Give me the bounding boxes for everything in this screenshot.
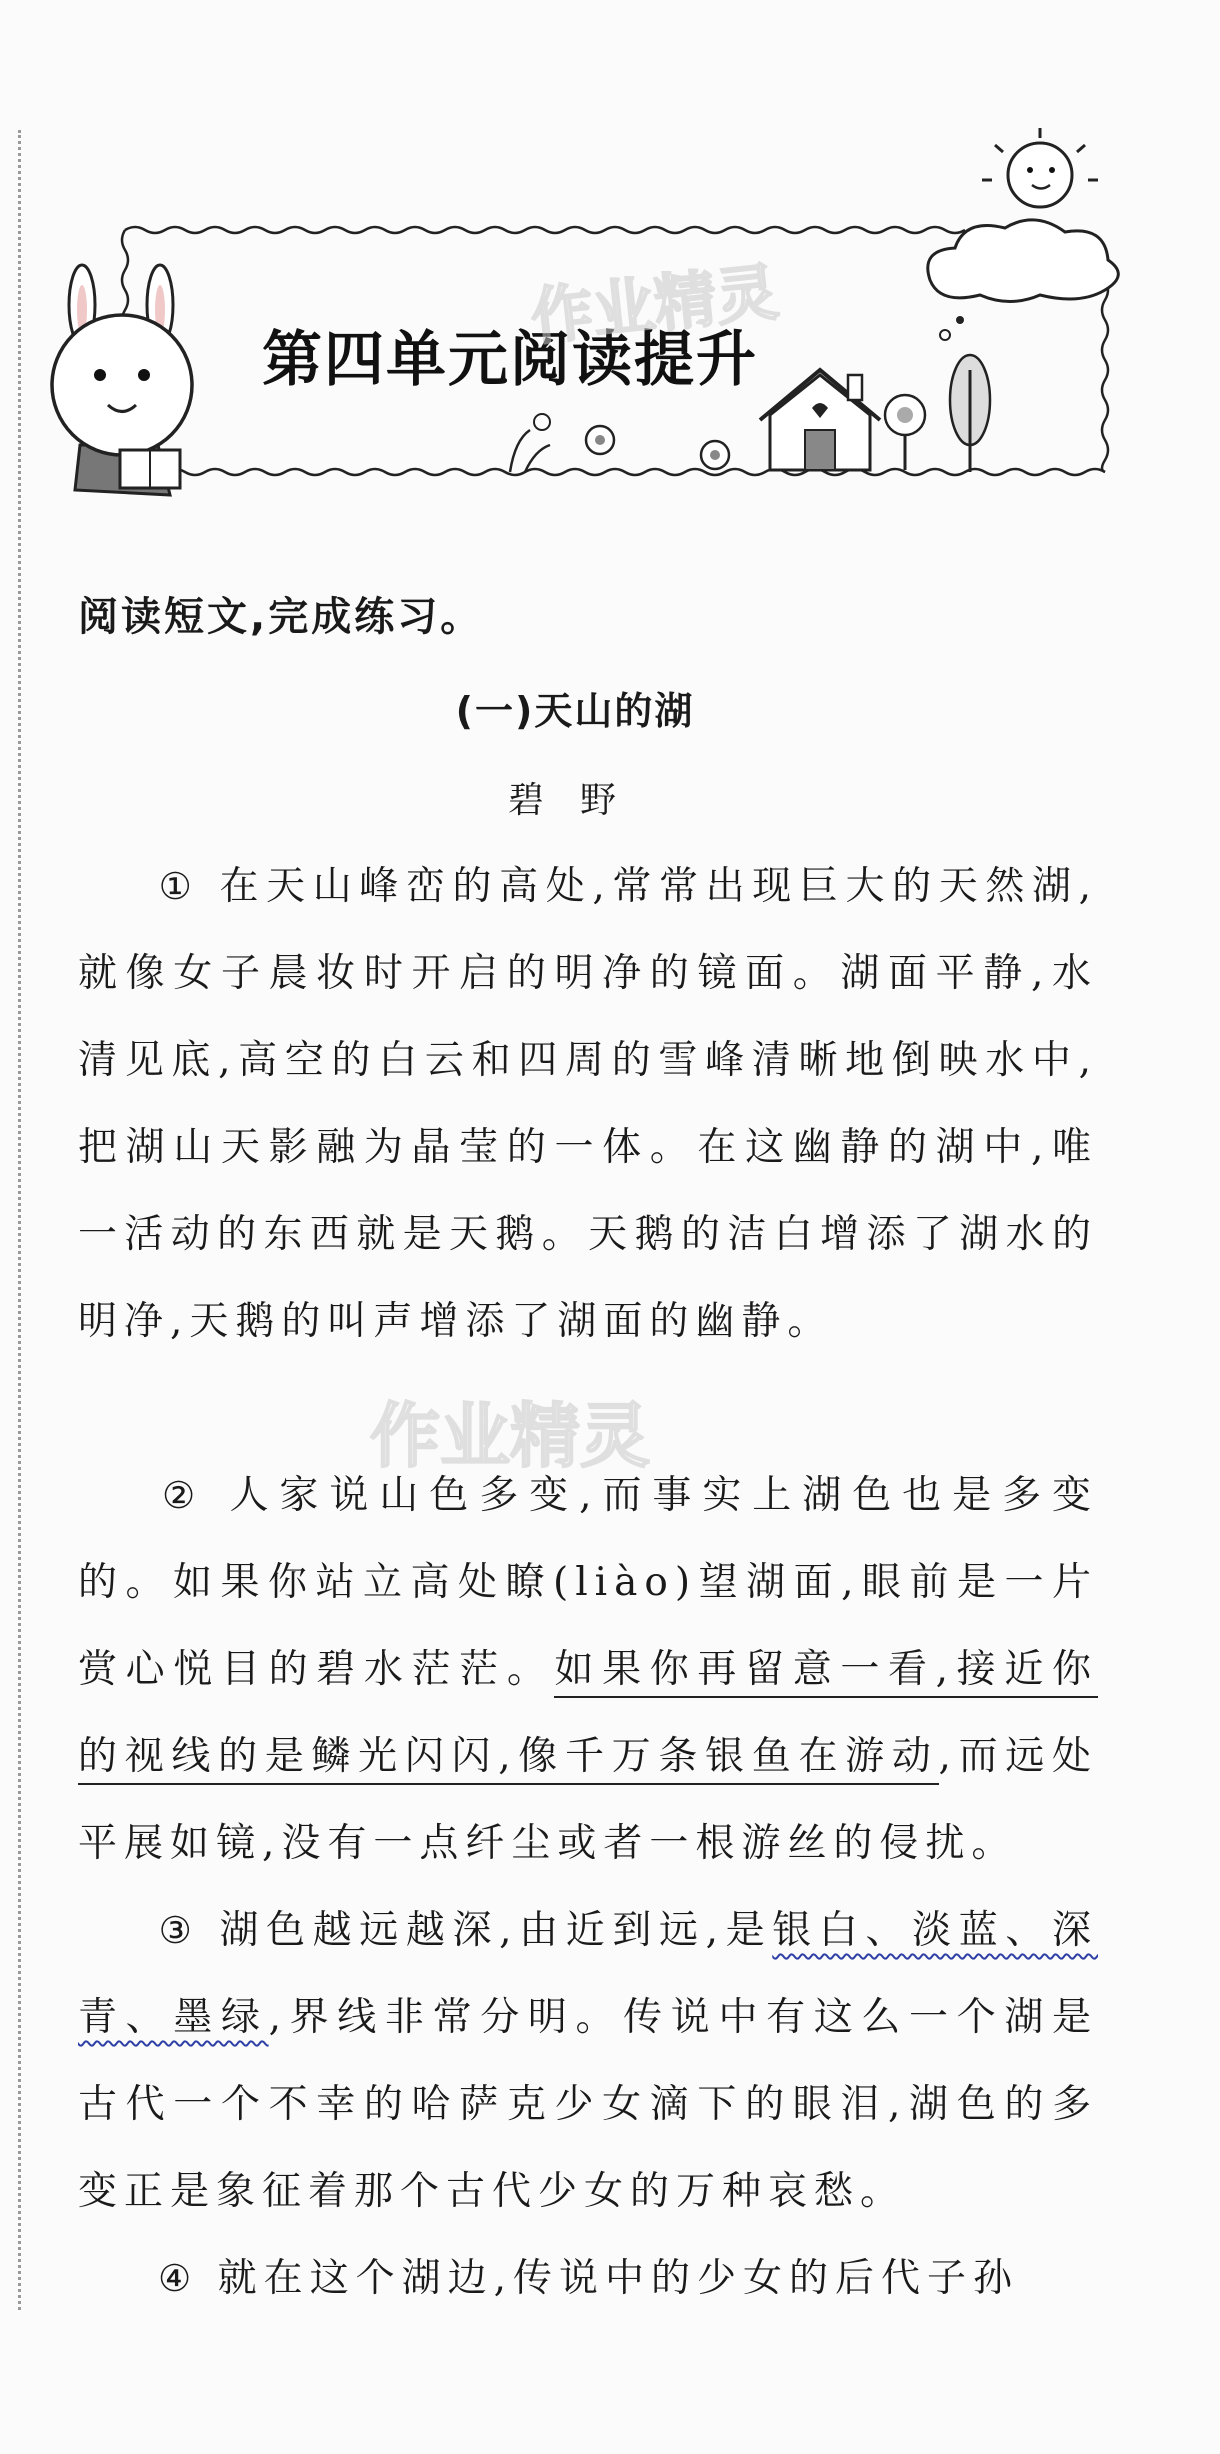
paragraph-4: [78, 2235, 1098, 2322]
margin-dotted-line: [18, 130, 21, 2310]
instruction-text: 阅读短文,完成练习。: [78, 594, 484, 640]
paragraph-number: ④: [158, 2257, 199, 2300]
paragraph-2: [78, 1452, 1098, 1887]
grass-icon: [510, 414, 550, 472]
unit-banner: [40, 110, 1150, 510]
paragraph-number: ①: [158, 865, 200, 908]
section-title-text: (一)天山的湖: [455, 689, 695, 733]
rabbit-icon: [52, 265, 192, 495]
small-flower-icon: [586, 426, 729, 469]
paragraph-text: ,界线非常分明。传说中有这么一个湖是古代一个不幸的哈萨克少女滴下的眼泪,湖色的多变正是象征着那个古代少女的万种哀愁。: [78, 1995, 1098, 2214]
watermark: 作业精灵: [527, 255, 782, 354]
author-name: [0, 772, 1220, 823]
paragraph-text: 在天山峰峦的高处,常常出现巨大的天然湖,就像女子晨妆时开启的明净的镜面。湖面平静,水清见底,高空的白云和四周的雪峰清晰地倒映水中,把湖山天影融为晶莹的一体。在这幽静的湖中,唯一活动的东西就是天鹅。天鹅的洁白增添了湖水的明净,天鹅的叫声增添了湖面的幽静。: [78, 864, 1099, 1344]
author-name-text: 碧野: [507, 780, 652, 821]
paragraph-text: ,而远处平展如镜,没有一点纤尘或者一根游丝的侵扰。: [78, 1734, 1098, 1866]
tree-icon: [950, 355, 990, 472]
paragraph-text: 湖色越远越深,由近到远,是: [219, 1908, 773, 1953]
unit-title: 第四单元阅读提升: [262, 325, 758, 395]
paragraph-number: ③: [158, 1909, 200, 1952]
paragraph-text: 人家说山色多变,而事实上湖色也是多变的。如果你站立高处瞭(liào)望湖面,眼前是一片赏心悦目的碧水茫茫。: [78, 1473, 1098, 1692]
wavy-underlined-phrase: 银白、淡蓝、深青、墨绿: [78, 1908, 1098, 2040]
paragraph-number: ②: [158, 1474, 207, 1517]
sun-icon: [982, 128, 1098, 207]
section-title: [0, 680, 1220, 735]
paragraph-text: 就在这个湖边,传说中的少女的后代子孙: [217, 2256, 1019, 2301]
paragraph-1: [78, 843, 1098, 1365]
underlined-sentence: 如果你再留意一看,接近你的视线的是鳞光闪闪,像千万条银鱼在游动: [78, 1647, 1098, 1785]
flower-icon: [885, 395, 925, 470]
watermark: 作业精灵: [370, 1395, 650, 1477]
paragraph-3: [78, 1887, 1098, 2235]
